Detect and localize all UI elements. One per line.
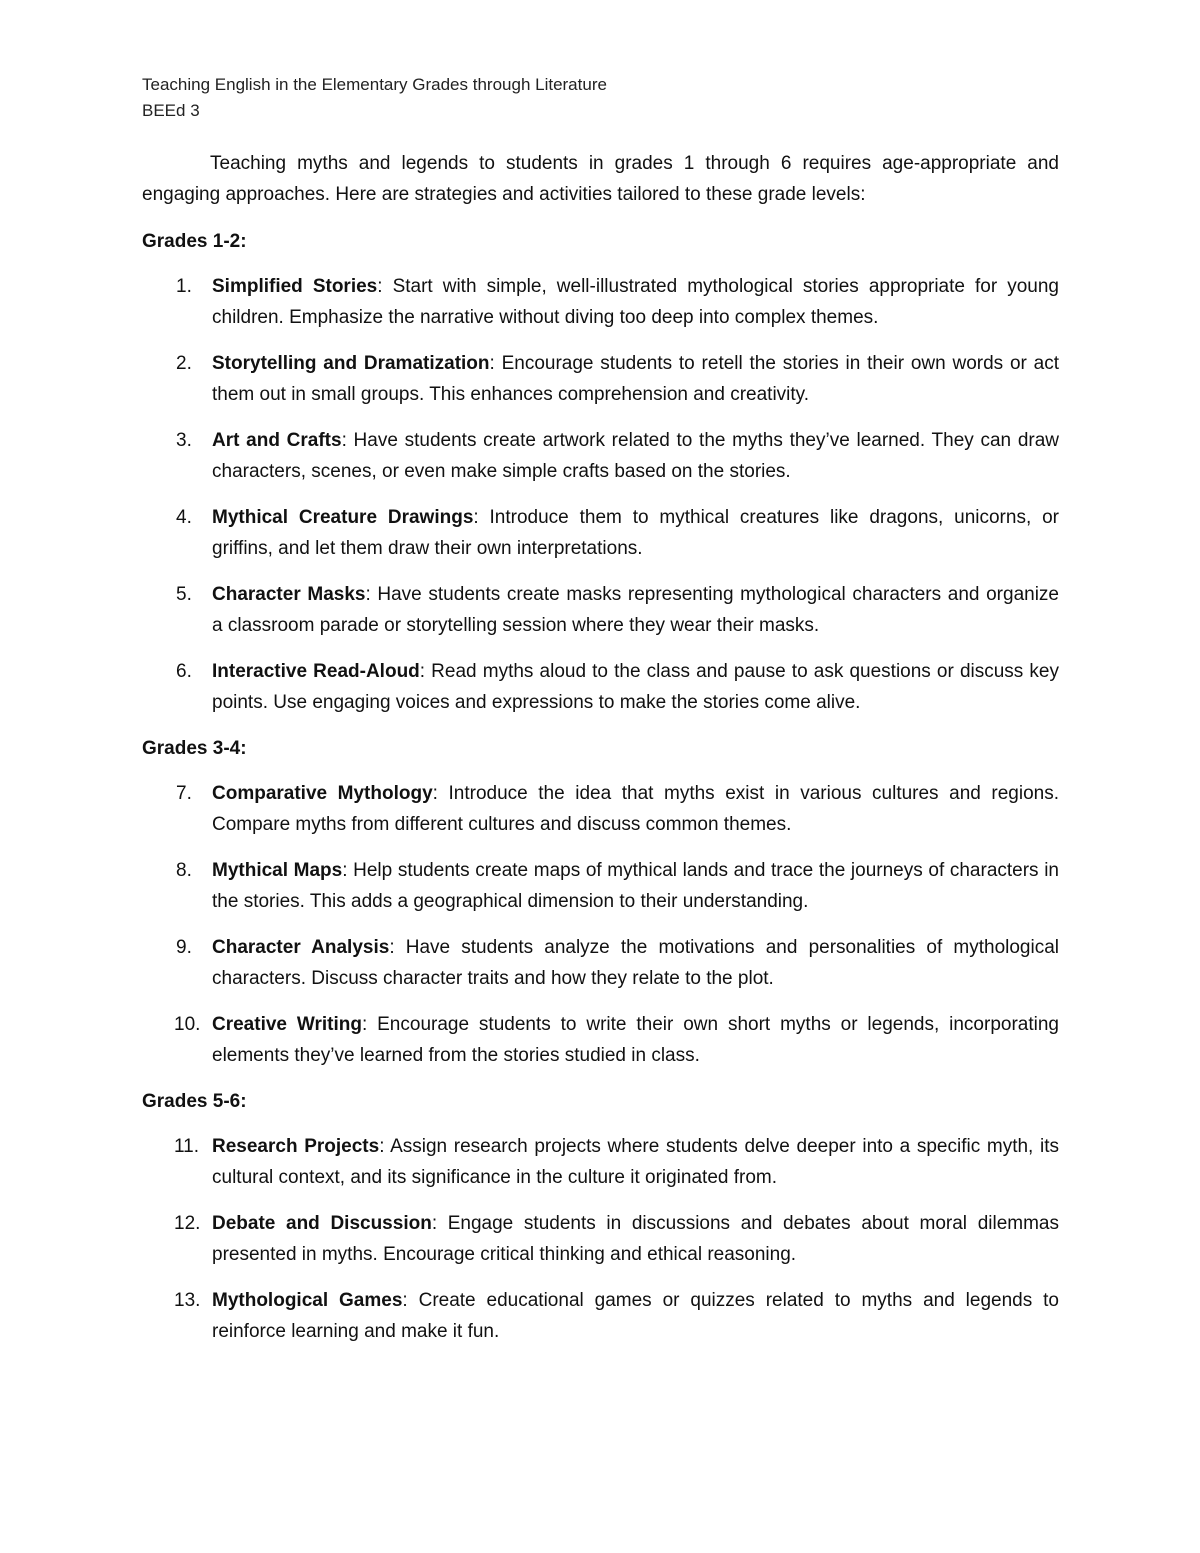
item-text: : Introduce them to mythical creatures like dragons, unicorns, or griffins, and let them draw their own interpretations. xyxy=(212,507,1059,559)
list-item xyxy=(142,425,1059,487)
grade-heading: Grades 3-4: xyxy=(142,738,247,759)
list-item xyxy=(142,1285,1059,1347)
item-title: Mythical Maps xyxy=(212,860,343,881)
program-label: BEEd 3 xyxy=(142,101,200,120)
activity-list xyxy=(142,271,1059,718)
list-item xyxy=(142,932,1059,994)
item-text: : Encourage students to retell the stories in their own words or act them out in small groups. This enhances comprehension and creativity. xyxy=(212,353,1059,405)
item-text: : Have students create artwork related to the myths they’ve learned. They can draw characters, scenes, or even make simple crafts based on the stories. xyxy=(212,430,1060,482)
item-title: Character Analysis xyxy=(212,937,390,958)
item-text: : Encourage students to write their own short myths or legends, incorporating elements they’ve learned from the stories studied in class. xyxy=(212,1014,1059,1066)
intro-paragraph: Teaching myths and legends to students in grades 1 through 6 requires age-appropriate and engaging approaches. Here are strategies and activities tailored to these grade levels: xyxy=(142,153,1059,205)
course-title: Teaching English in the Elementary Grades through Literature xyxy=(142,75,607,94)
list-item xyxy=(142,579,1059,641)
item-text: : Have students analyze the motivations and personalities of mythological characters. Discuss character traits and how they relate to the plot. xyxy=(212,937,1060,989)
item-text: : Assign research projects where students delve deeper into a specific myth, its cultural context, and its significance in the culture it originated from. xyxy=(212,1136,1059,1188)
item-number: 2. xyxy=(176,353,192,374)
item-number: 11. xyxy=(174,1136,200,1157)
item-number: 12. xyxy=(174,1213,201,1234)
item-number: 9. xyxy=(176,937,192,958)
item-title: Simplified Stories xyxy=(212,276,378,297)
item-text: : Introduce the idea that myths exist in various cultures and regions. Compare myths from different cultures and discuss common themes. xyxy=(212,783,1059,835)
activity-list xyxy=(142,1131,1059,1347)
item-text: : Help students create maps of mythical lands and trace the journeys of characters in the stories. This adds a geographical dimension to their understanding. xyxy=(212,860,1059,912)
list-item xyxy=(142,271,1059,333)
item-title: Mythical Creature Drawings xyxy=(212,507,474,528)
item-title: Creative Writing xyxy=(212,1014,362,1035)
item-number: 10. xyxy=(174,1014,201,1035)
item-number: 4. xyxy=(176,507,192,528)
list-item xyxy=(142,1131,1059,1193)
document-body xyxy=(142,148,1059,1362)
item-number: 13. xyxy=(174,1290,201,1311)
item-text: : Start with simple, well-illustrated mythological stories appropriate for young children. Emphasize the narrative without diving too deep into complex themes. xyxy=(212,276,1059,328)
item-title: Art and Crafts xyxy=(212,430,342,451)
page-header xyxy=(142,72,607,124)
item-number: 3. xyxy=(176,430,192,451)
item-title: Storytelling and Dramatization xyxy=(212,353,490,374)
item-title: Interactive Read-Aloud xyxy=(212,661,420,682)
item-title: Research Projects xyxy=(212,1136,380,1157)
list-item xyxy=(142,656,1059,718)
item-title: Character Masks xyxy=(212,584,366,605)
list-item xyxy=(142,502,1059,564)
item-text: : Create educational games or quizzes related to myths and legends to reinforce learning and make it fun. xyxy=(212,1290,1059,1342)
list-item xyxy=(142,348,1059,410)
grade-heading: Grades 5-6: xyxy=(142,1091,247,1112)
item-title: Mythological Games xyxy=(212,1290,403,1311)
item-number: 1. xyxy=(176,276,192,297)
list-item xyxy=(142,855,1059,917)
item-text: : Read myths aloud to the class and pause to ask questions or discuss key points. Use engaging voices and expressions to make the stories come alive. xyxy=(212,661,1059,713)
item-text: : Engage students in discussions and debates about moral dilemmas presented in myths. Encourage critical thinking and ethical reasoning. xyxy=(212,1213,1059,1265)
item-title: Debate and Discussion xyxy=(212,1213,432,1234)
grade-sections xyxy=(142,226,1059,1347)
activity-list xyxy=(142,778,1059,1071)
grade-heading: Grades 1-2: xyxy=(142,231,247,252)
item-number: 5. xyxy=(176,584,192,605)
item-number: 7. xyxy=(176,783,192,804)
list-item xyxy=(142,1208,1059,1270)
item-title: Comparative Mythology xyxy=(212,783,433,804)
item-number: 6. xyxy=(176,661,192,682)
item-text: : Have students create masks representing mythological characters and organize a classroom parade or storytelling session where they wear their masks. xyxy=(212,584,1059,636)
item-number: 8. xyxy=(176,860,192,881)
list-item xyxy=(142,1009,1059,1071)
list-item xyxy=(142,778,1059,840)
